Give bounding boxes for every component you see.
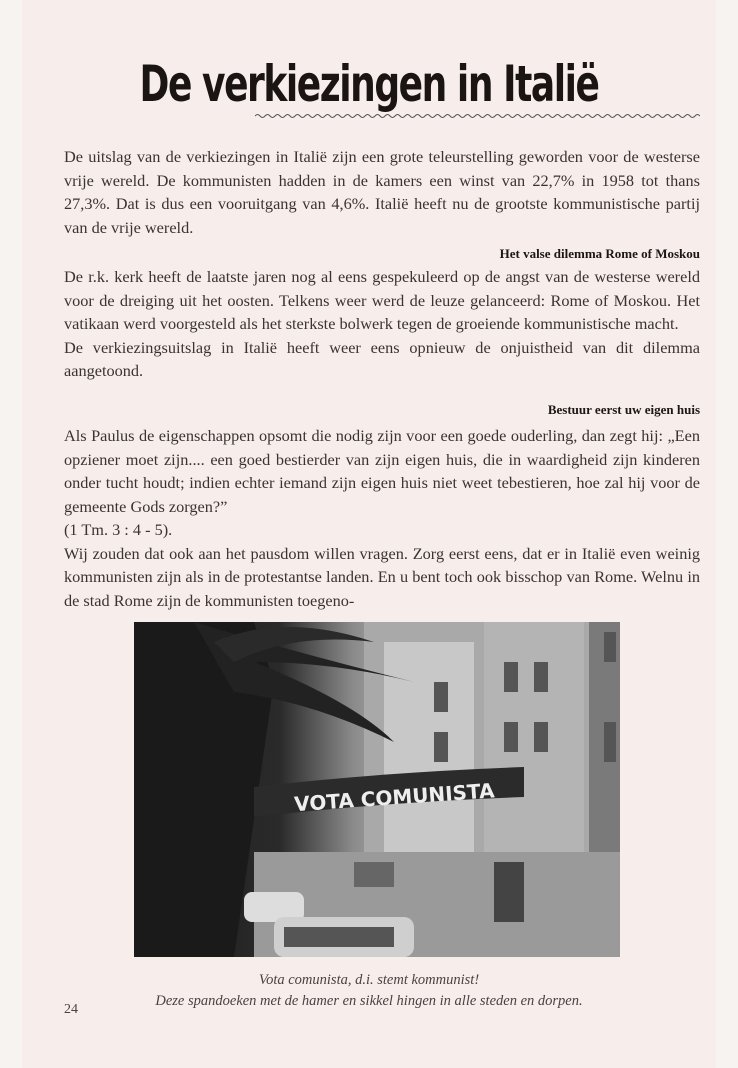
bible-reference: (1 Tm. 3 : 4 - 5).	[64, 520, 173, 539]
paragraph-intro	[64, 145, 700, 239]
paragraph-text: Als Paulus de eigenschappen opsomt die nodig zijn voor een goede ouderling, dan zegt hij: „Een opziener moet zijn.... een goed bestierder van zijn eigen huis, die in waardigheid zijn kinderen onder tucht houdt; indien echter iemand zijn eigen huis niet weet tebestieren, hoe zal hij voor de gemeente Gods zorgen?”	[64, 426, 700, 516]
paragraph-text: De uitslag van de verkiezingen in Italië zijn een grote teleurstelling geworden voor de westerse vrije wereld. De kommunisten hadden in de kamers een winst van 22,7% in 1958 tot thans 27,3%. Dat is dus een vooruitgang van 4,6%. Italië heeft nu de grootste kommunistische partij van de vrije wereld.	[64, 147, 700, 237]
street-photo	[134, 622, 620, 957]
paragraph-dilemma	[64, 265, 700, 383]
paragraph-text: Wij zouden dat ook aan het pausdom willen vragen. Zorg eerst eens, dat er in Italië even weinig kommunisten zijn als in de protestantse landen. En u bent toch ook bisschop van Rome. Welnu in de stad Rome zijn de kommunisten toegeno-	[64, 543, 700, 610]
section-heading-dilemma: Het valse dilemma Rome of Moskou	[499, 246, 700, 261]
wavy-rule	[255, 113, 700, 119]
section-heading-bestuur: Bestuur eerst uw eigen huis	[547, 402, 700, 417]
banner-text: VOTA COMUNISTA	[293, 778, 496, 817]
page-title: De verkiezingen in Italië	[139, 55, 599, 113]
photo-caption-line-2: Deze spandoeken met de hamer en sikkel hingen in alle steden en dorpen.	[155, 993, 583, 1009]
paragraph-text: De verkiezingsuitslag in Italië heeft weer eens opnieuw de onjuistheid van dit dilemma aangetoond.	[64, 337, 700, 380]
paragraph-text: De r.k. kerk heeft de laatste jaren nog al eens gespekuleerd op de angst van de westerse wereld voor de dreiging uit het oosten. Telkens weer werd de leuze gelanceerd: Rome of Moskou. Het vatikaan werd voorgesteld als het sterkste bolwerk tegen de groeiende kommunistische macht.	[64, 267, 700, 333]
page-number: 24	[64, 1002, 78, 1017]
photo-caption-line-1: Vota comunista, d.i. stemt kommunist!	[258, 972, 480, 988]
paragraph-paulus	[64, 424, 700, 612]
photo-illustration	[134, 622, 620, 957]
